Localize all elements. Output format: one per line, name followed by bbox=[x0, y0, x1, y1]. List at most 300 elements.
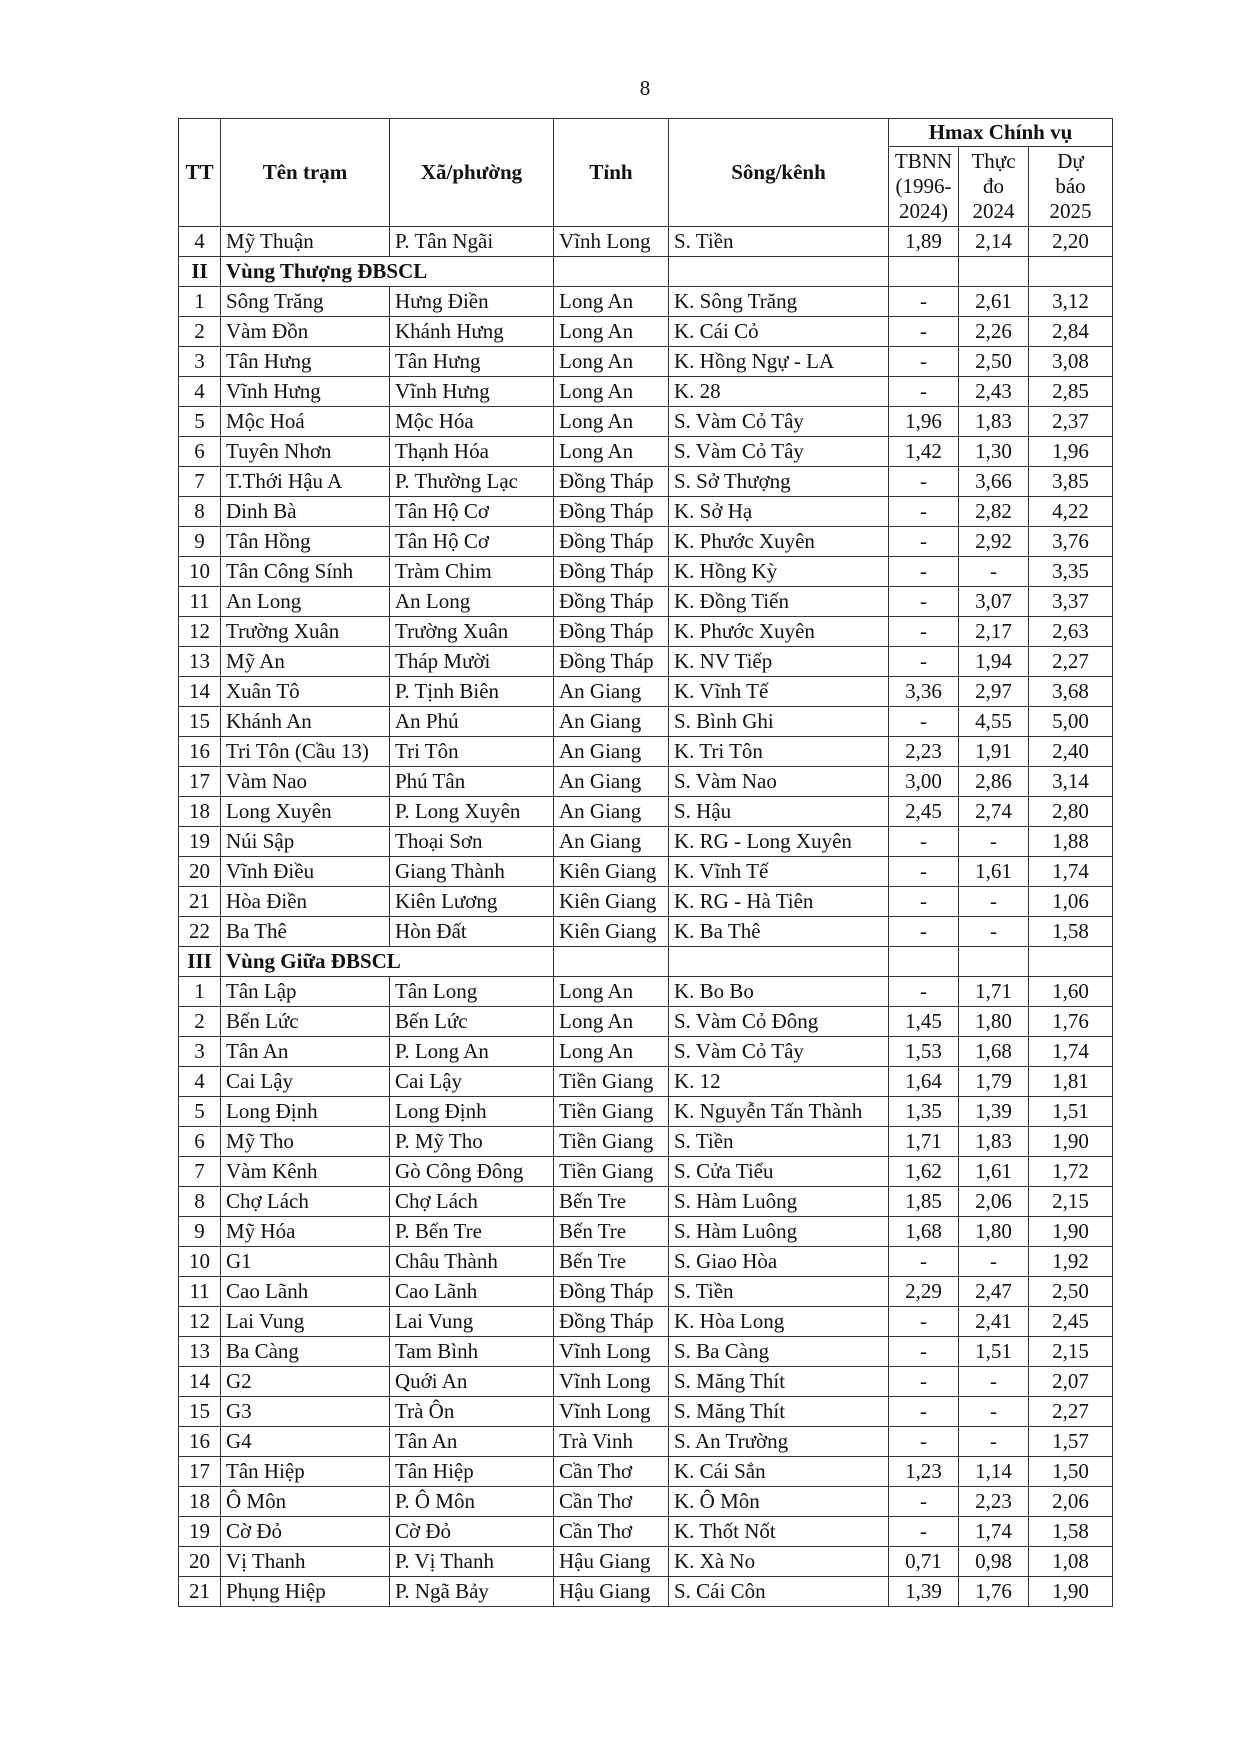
forecast-2025-value: 1,72 bbox=[1029, 1157, 1113, 1187]
section-row bbox=[179, 257, 1113, 287]
actual-2024-value: - bbox=[959, 1247, 1029, 1277]
tbnn-value: - bbox=[889, 617, 959, 647]
forecast-2025-value: 1,58 bbox=[1029, 1517, 1113, 1547]
forecast-2025-value: 3,85 bbox=[1029, 467, 1113, 497]
tbnn-value: 3,36 bbox=[889, 677, 959, 707]
commune-name: Thạnh Hóa bbox=[390, 437, 554, 467]
station-name: Tri Tôn (Cầu 13) bbox=[221, 737, 390, 767]
actual-2024-value: - bbox=[959, 827, 1029, 857]
table-row bbox=[179, 407, 1113, 437]
commune-name: P. Tân Ngãi bbox=[390, 227, 554, 257]
header-forecast-line: báo bbox=[1055, 174, 1086, 198]
row-number: 1 bbox=[179, 977, 221, 1007]
commune-name: P. Vị Thanh bbox=[390, 1547, 554, 1577]
row-number: 6 bbox=[179, 1127, 221, 1157]
table-row bbox=[179, 287, 1113, 317]
row-number: 4 bbox=[179, 1067, 221, 1097]
commune-name: Tân Hiệp bbox=[390, 1457, 554, 1487]
commune-name: Long Định bbox=[390, 1097, 554, 1127]
province-name: Long An bbox=[554, 317, 669, 347]
actual-2024-value: 1,83 bbox=[959, 407, 1029, 437]
forecast-2025-value: 2,84 bbox=[1029, 317, 1113, 347]
province-name: An Giang bbox=[554, 827, 669, 857]
row-number: 6 bbox=[179, 437, 221, 467]
table-row bbox=[179, 377, 1113, 407]
table-row bbox=[179, 527, 1113, 557]
tbnn-value: 2,23 bbox=[889, 737, 959, 767]
row-number: 13 bbox=[179, 647, 221, 677]
table-row bbox=[179, 317, 1113, 347]
tbnn-value: - bbox=[889, 527, 959, 557]
actual-2024-value: 1,30 bbox=[959, 437, 1029, 467]
row-number: 7 bbox=[179, 1157, 221, 1187]
tbnn-value: - bbox=[889, 1487, 959, 1517]
table-row bbox=[179, 1457, 1113, 1487]
river-name: K. RG - Hà Tiên bbox=[669, 887, 889, 917]
province-name: Trà Vinh bbox=[554, 1427, 669, 1457]
river-name: K. Vĩnh Tế bbox=[669, 677, 889, 707]
actual-2024-value: 1,61 bbox=[959, 857, 1029, 887]
river-name: S. Vàm Nao bbox=[669, 767, 889, 797]
province-name: Bến Tre bbox=[554, 1187, 669, 1217]
actual-2024-value: - bbox=[959, 1367, 1029, 1397]
river-name: K. Tri Tôn bbox=[669, 737, 889, 767]
header-tbnn bbox=[889, 147, 959, 227]
tbnn-value: 1,64 bbox=[889, 1067, 959, 1097]
station-name: Tân Hưng bbox=[221, 347, 390, 377]
actual-2024-value: 1,80 bbox=[959, 1007, 1029, 1037]
table-row bbox=[179, 1187, 1113, 1217]
river-name: K. RG - Long Xuyên bbox=[669, 827, 889, 857]
table-row bbox=[179, 1067, 1113, 1097]
row-number: 14 bbox=[179, 1367, 221, 1397]
header-actual-line: Thực bbox=[971, 149, 1016, 173]
station-name: Vàm Kênh bbox=[221, 1157, 390, 1187]
commune-name: Hưng Điền bbox=[390, 287, 554, 317]
province-name: Long An bbox=[554, 1007, 669, 1037]
tbnn-value: - bbox=[889, 707, 959, 737]
empty-cell bbox=[1029, 257, 1113, 287]
station-name: Trường Xuân bbox=[221, 617, 390, 647]
row-number: 2 bbox=[179, 1007, 221, 1037]
header-station: Tên trạm bbox=[221, 119, 390, 227]
tbnn-value: 1,89 bbox=[889, 227, 959, 257]
station-name: Cai Lậy bbox=[221, 1067, 390, 1097]
tbnn-value: 2,29 bbox=[889, 1277, 959, 1307]
province-name: Đồng Tháp bbox=[554, 617, 669, 647]
river-name: S. Tiền bbox=[669, 1127, 889, 1157]
actual-2024-value: 2,26 bbox=[959, 317, 1029, 347]
commune-name: Trà Ôn bbox=[390, 1397, 554, 1427]
forecast-2025-value: 2,20 bbox=[1029, 227, 1113, 257]
row-number: 12 bbox=[179, 617, 221, 647]
station-name: Mỹ Thuận bbox=[221, 227, 390, 257]
table-row bbox=[179, 1217, 1113, 1247]
commune-name: P. Ngã Bảy bbox=[390, 1577, 554, 1607]
header-forecast-2025 bbox=[1029, 147, 1113, 227]
actual-2024-value: 1,14 bbox=[959, 1457, 1029, 1487]
station-name: Vĩnh Hưng bbox=[221, 377, 390, 407]
row-number: 17 bbox=[179, 1457, 221, 1487]
actual-2024-value: 2,92 bbox=[959, 527, 1029, 557]
province-name: An Giang bbox=[554, 707, 669, 737]
station-name: Xuân Tô bbox=[221, 677, 390, 707]
actual-2024-value: 1,76 bbox=[959, 1577, 1029, 1607]
province-name: Kiên Giang bbox=[554, 887, 669, 917]
river-name: S. Vàm Cỏ Tây bbox=[669, 437, 889, 467]
forecast-2025-value: 3,12 bbox=[1029, 287, 1113, 317]
empty-cell bbox=[959, 947, 1029, 977]
river-name: K. Đồng Tiến bbox=[669, 587, 889, 617]
commune-name: Trường Xuân bbox=[390, 617, 554, 647]
row-number: 7 bbox=[179, 467, 221, 497]
forecast-2025-value: 2,27 bbox=[1029, 647, 1113, 677]
tbnn-value: - bbox=[889, 977, 959, 1007]
tbnn-value: - bbox=[889, 317, 959, 347]
commune-name: Tam Bình bbox=[390, 1337, 554, 1367]
province-name: Long An bbox=[554, 407, 669, 437]
row-number: 8 bbox=[179, 497, 221, 527]
table-row bbox=[179, 917, 1113, 947]
commune-name: P. Tịnh Biên bbox=[390, 677, 554, 707]
header-actual-2024 bbox=[959, 147, 1029, 227]
row-number: 9 bbox=[179, 1217, 221, 1247]
forecast-2025-value: 4,22 bbox=[1029, 497, 1113, 527]
station-name: Mỹ Hóa bbox=[221, 1217, 390, 1247]
header-tbnn-line: TBNN bbox=[894, 149, 953, 173]
forecast-2025-value: 3,76 bbox=[1029, 527, 1113, 557]
empty-cell bbox=[889, 257, 959, 287]
actual-2024-value: 3,66 bbox=[959, 467, 1029, 497]
forecast-2025-value: 2,63 bbox=[1029, 617, 1113, 647]
tbnn-value: - bbox=[889, 497, 959, 527]
river-name: K. 28 bbox=[669, 377, 889, 407]
table-row bbox=[179, 677, 1113, 707]
province-name: Hậu Giang bbox=[554, 1577, 669, 1607]
tbnn-value: - bbox=[889, 827, 959, 857]
table-row bbox=[179, 767, 1113, 797]
commune-name: Cai Lậy bbox=[390, 1067, 554, 1097]
province-name: Vĩnh Long bbox=[554, 1367, 669, 1397]
table-row bbox=[179, 707, 1113, 737]
row-number: 10 bbox=[179, 1247, 221, 1277]
actual-2024-value: - bbox=[959, 557, 1029, 587]
river-name: S. An Trường bbox=[669, 1427, 889, 1457]
forecast-2025-value: 2,45 bbox=[1029, 1307, 1113, 1337]
table-body bbox=[179, 227, 1113, 1607]
province-name: Kiên Giang bbox=[554, 857, 669, 887]
commune-name: Hòn Đất bbox=[390, 917, 554, 947]
station-name: Ba Càng bbox=[221, 1337, 390, 1367]
commune-name: P. Bến Tre bbox=[390, 1217, 554, 1247]
header-river: Sông/kênh bbox=[669, 119, 889, 227]
river-name: K. Phước Xuyên bbox=[669, 617, 889, 647]
table-row bbox=[179, 617, 1113, 647]
forecast-2025-value: 1,57 bbox=[1029, 1427, 1113, 1457]
actual-2024-value: 2,61 bbox=[959, 287, 1029, 317]
commune-name: P. Long An bbox=[390, 1037, 554, 1067]
row-number: 15 bbox=[179, 707, 221, 737]
river-name: K. 12 bbox=[669, 1067, 889, 1097]
station-name: G1 bbox=[221, 1247, 390, 1277]
province-name: Kiên Giang bbox=[554, 917, 669, 947]
forecast-2025-value: 1,58 bbox=[1029, 917, 1113, 947]
row-number: 8 bbox=[179, 1187, 221, 1217]
province-name: Bến Tre bbox=[554, 1217, 669, 1247]
tbnn-value: 1,23 bbox=[889, 1457, 959, 1487]
province-name: Tiền Giang bbox=[554, 1127, 669, 1157]
forecast-2025-value: 1,90 bbox=[1029, 1127, 1113, 1157]
station-name: Mỹ An bbox=[221, 647, 390, 677]
tbnn-value: 1,62 bbox=[889, 1157, 959, 1187]
station-name: Tân Lập bbox=[221, 977, 390, 1007]
row-number: 19 bbox=[179, 1517, 221, 1547]
tbnn-value: - bbox=[889, 887, 959, 917]
commune-name: Kiên Lương bbox=[390, 887, 554, 917]
empty-cell bbox=[959, 257, 1029, 287]
forecast-2025-value: 1,60 bbox=[1029, 977, 1113, 1007]
tbnn-value: 1,68 bbox=[889, 1217, 959, 1247]
station-name: Khánh An bbox=[221, 707, 390, 737]
river-name: K. Nguyễn Tấn Thành bbox=[669, 1097, 889, 1127]
row-number: 11 bbox=[179, 1277, 221, 1307]
station-name: Phụng Hiệp bbox=[221, 1577, 390, 1607]
commune-name: Mộc Hóa bbox=[390, 407, 554, 437]
station-name: Tân An bbox=[221, 1037, 390, 1067]
row-number: 20 bbox=[179, 857, 221, 887]
header-tt: TT bbox=[179, 119, 221, 227]
river-name: K. Xà No bbox=[669, 1547, 889, 1577]
province-name: Long An bbox=[554, 377, 669, 407]
tbnn-value: 1,42 bbox=[889, 437, 959, 467]
river-name: S. Măng Thít bbox=[669, 1367, 889, 1397]
actual-2024-value: 1,83 bbox=[959, 1127, 1029, 1157]
row-number: 10 bbox=[179, 557, 221, 587]
table-row bbox=[179, 797, 1113, 827]
table-row bbox=[179, 977, 1113, 1007]
table-row bbox=[179, 1037, 1113, 1067]
commune-name: Tân Hưng bbox=[390, 347, 554, 377]
actual-2024-value: 2,47 bbox=[959, 1277, 1029, 1307]
station-name: Dinh Bà bbox=[221, 497, 390, 527]
tbnn-value: 1,35 bbox=[889, 1097, 959, 1127]
river-name: S. Hậu bbox=[669, 797, 889, 827]
table-row bbox=[179, 1367, 1113, 1397]
commune-name: Chợ Lách bbox=[390, 1187, 554, 1217]
header-hmax-group: Hmax Chính vụ bbox=[889, 119, 1113, 147]
table-row bbox=[179, 1487, 1113, 1517]
commune-name: Tân Hộ Cơ bbox=[390, 497, 554, 527]
tbnn-value: - bbox=[889, 1367, 959, 1397]
tbnn-value: 1,45 bbox=[889, 1007, 959, 1037]
tbnn-value: - bbox=[889, 857, 959, 887]
table-row bbox=[179, 1337, 1113, 1367]
section-number: II bbox=[179, 257, 221, 287]
row-number: 15 bbox=[179, 1397, 221, 1427]
province-name: Vĩnh Long bbox=[554, 1337, 669, 1367]
forecast-2025-value: 2,80 bbox=[1029, 797, 1113, 827]
row-number: 22 bbox=[179, 917, 221, 947]
station-name: Hòa Điền bbox=[221, 887, 390, 917]
forecast-2025-value: 1,08 bbox=[1029, 1547, 1113, 1577]
table-row bbox=[179, 437, 1113, 467]
forecast-2025-value: 3,08 bbox=[1029, 347, 1113, 377]
station-name: G2 bbox=[221, 1367, 390, 1397]
forecast-2025-value: 3,14 bbox=[1029, 767, 1113, 797]
province-name: Tiền Giang bbox=[554, 1157, 669, 1187]
province-name: Vĩnh Long bbox=[554, 1397, 669, 1427]
province-name: Tiền Giang bbox=[554, 1067, 669, 1097]
province-name: Cần Thơ bbox=[554, 1517, 669, 1547]
river-name: S. Cửa Tiểu bbox=[669, 1157, 889, 1187]
river-name: K. Vĩnh Tế bbox=[669, 857, 889, 887]
forecast-2025-value: 2,40 bbox=[1029, 737, 1113, 767]
commune-name: P. Thường Lạc bbox=[390, 467, 554, 497]
forecast-2025-value: 2,85 bbox=[1029, 377, 1113, 407]
tbnn-value: - bbox=[889, 377, 959, 407]
tbnn-value: - bbox=[889, 347, 959, 377]
row-number: 5 bbox=[179, 1097, 221, 1127]
table-row bbox=[179, 827, 1113, 857]
section-number: III bbox=[179, 947, 221, 977]
station-name: Vĩnh Điều bbox=[221, 857, 390, 887]
province-name: Đồng Tháp bbox=[554, 1277, 669, 1307]
province-name: Tiền Giang bbox=[554, 1097, 669, 1127]
actual-2024-value: - bbox=[959, 917, 1029, 947]
actual-2024-value: 2,74 bbox=[959, 797, 1029, 827]
river-name: K. Thốt Nốt bbox=[669, 1517, 889, 1547]
commune-name: Giang Thành bbox=[390, 857, 554, 887]
station-name: Mộc Hoá bbox=[221, 407, 390, 437]
actual-2024-value: 1,79 bbox=[959, 1067, 1029, 1097]
actual-2024-value: 4,55 bbox=[959, 707, 1029, 737]
table-row bbox=[179, 737, 1113, 767]
tbnn-value: 2,45 bbox=[889, 797, 959, 827]
row-number: 21 bbox=[179, 1577, 221, 1607]
section-title: Vùng Giữa ĐBSCL bbox=[221, 947, 554, 977]
commune-name: Phú Tân bbox=[390, 767, 554, 797]
table-row bbox=[179, 227, 1113, 257]
station-name: Tuyên Nhơn bbox=[221, 437, 390, 467]
commune-name: Bến Lức bbox=[390, 1007, 554, 1037]
row-number: 12 bbox=[179, 1307, 221, 1337]
commune-name: Khánh Hưng bbox=[390, 317, 554, 347]
row-number: 2 bbox=[179, 317, 221, 347]
tbnn-value: - bbox=[889, 557, 959, 587]
tbnn-value: - bbox=[889, 1427, 959, 1457]
river-name: S. Giao Hòa bbox=[669, 1247, 889, 1277]
table-row bbox=[179, 1157, 1113, 1187]
empty-cell bbox=[1029, 947, 1113, 977]
station-name: Chợ Lách bbox=[221, 1187, 390, 1217]
actual-2024-value: 2,97 bbox=[959, 677, 1029, 707]
forecast-2025-value: 2,15 bbox=[1029, 1337, 1113, 1367]
header-forecast-line: Dự bbox=[1057, 149, 1084, 173]
station-name: G4 bbox=[221, 1427, 390, 1457]
empty-cell bbox=[554, 947, 669, 977]
row-number: 17 bbox=[179, 767, 221, 797]
commune-name: P. Mỹ Tho bbox=[390, 1127, 554, 1157]
forecast-2025-value: 5,00 bbox=[1029, 707, 1113, 737]
commune-name: P. Ô Môn bbox=[390, 1487, 554, 1517]
row-number: 13 bbox=[179, 1337, 221, 1367]
tbnn-value: - bbox=[889, 1307, 959, 1337]
commune-name: Tràm Chim bbox=[390, 557, 554, 587]
commune-name: Tân Long bbox=[390, 977, 554, 1007]
station-name: Mỹ Tho bbox=[221, 1127, 390, 1157]
forecast-2025-value: 2,07 bbox=[1029, 1367, 1113, 1397]
actual-2024-value: - bbox=[959, 1397, 1029, 1427]
row-number: 1 bbox=[179, 287, 221, 317]
province-name: Hậu Giang bbox=[554, 1547, 669, 1577]
station-name: G3 bbox=[221, 1397, 390, 1427]
header-forecast-line: 2025 bbox=[1049, 199, 1092, 223]
forecast-2025-value: 2,50 bbox=[1029, 1277, 1113, 1307]
forecast-2025-value: 1,06 bbox=[1029, 887, 1113, 917]
province-name: An Giang bbox=[554, 677, 669, 707]
forecast-2025-value: 1,88 bbox=[1029, 827, 1113, 857]
tbnn-value: - bbox=[889, 1397, 959, 1427]
header-commune: Xã/phường bbox=[390, 119, 554, 227]
empty-cell bbox=[889, 947, 959, 977]
row-number: 4 bbox=[179, 227, 221, 257]
row-number: 19 bbox=[179, 827, 221, 857]
actual-2024-value: 1,61 bbox=[959, 1157, 1029, 1187]
commune-name: Tân Hộ Cơ bbox=[390, 527, 554, 557]
river-name: S. Sở Thượng bbox=[669, 467, 889, 497]
commune-name: Vĩnh Hưng bbox=[390, 377, 554, 407]
commune-name: Tri Tôn bbox=[390, 737, 554, 767]
empty-cell bbox=[554, 257, 669, 287]
province-name: Đồng Tháp bbox=[554, 527, 669, 557]
actual-2024-value: - bbox=[959, 887, 1029, 917]
actual-2024-value: 0,98 bbox=[959, 1547, 1029, 1577]
province-name: An Giang bbox=[554, 767, 669, 797]
river-name: S. Ba Càng bbox=[669, 1337, 889, 1367]
province-name: Long An bbox=[554, 1037, 669, 1067]
commune-name: Thoại Sơn bbox=[390, 827, 554, 857]
row-number: 11 bbox=[179, 587, 221, 617]
river-name: K. Phước Xuyên bbox=[669, 527, 889, 557]
row-number: 3 bbox=[179, 347, 221, 377]
row-number: 4 bbox=[179, 377, 221, 407]
row-number: 9 bbox=[179, 527, 221, 557]
commune-name: Cờ Đỏ bbox=[390, 1517, 554, 1547]
river-name: K. NV Tiếp bbox=[669, 647, 889, 677]
province-name: Đồng Tháp bbox=[554, 1307, 669, 1337]
forecast-2025-value: 1,50 bbox=[1029, 1457, 1113, 1487]
tbnn-value: - bbox=[889, 647, 959, 677]
river-name: S. Bình Ghi bbox=[669, 707, 889, 737]
row-number: 16 bbox=[179, 1427, 221, 1457]
row-number: 18 bbox=[179, 1487, 221, 1517]
tbnn-value: - bbox=[889, 1337, 959, 1367]
tbnn-value: 1,96 bbox=[889, 407, 959, 437]
header-tbnn-line: (1996- bbox=[895, 174, 952, 198]
actual-2024-value: 1,94 bbox=[959, 647, 1029, 677]
table-row bbox=[179, 467, 1113, 497]
commune-name: An Phú bbox=[390, 707, 554, 737]
table-header bbox=[179, 119, 1113, 227]
province-name: Đồng Tháp bbox=[554, 497, 669, 527]
forecast-2025-value: 1,81 bbox=[1029, 1067, 1113, 1097]
river-name: K. Sông Trăng bbox=[669, 287, 889, 317]
table-row bbox=[179, 347, 1113, 377]
actual-2024-value: 1,71 bbox=[959, 977, 1029, 1007]
tbnn-value: - bbox=[889, 1517, 959, 1547]
actual-2024-value: 1,39 bbox=[959, 1097, 1029, 1127]
commune-name: Lai Vung bbox=[390, 1307, 554, 1337]
